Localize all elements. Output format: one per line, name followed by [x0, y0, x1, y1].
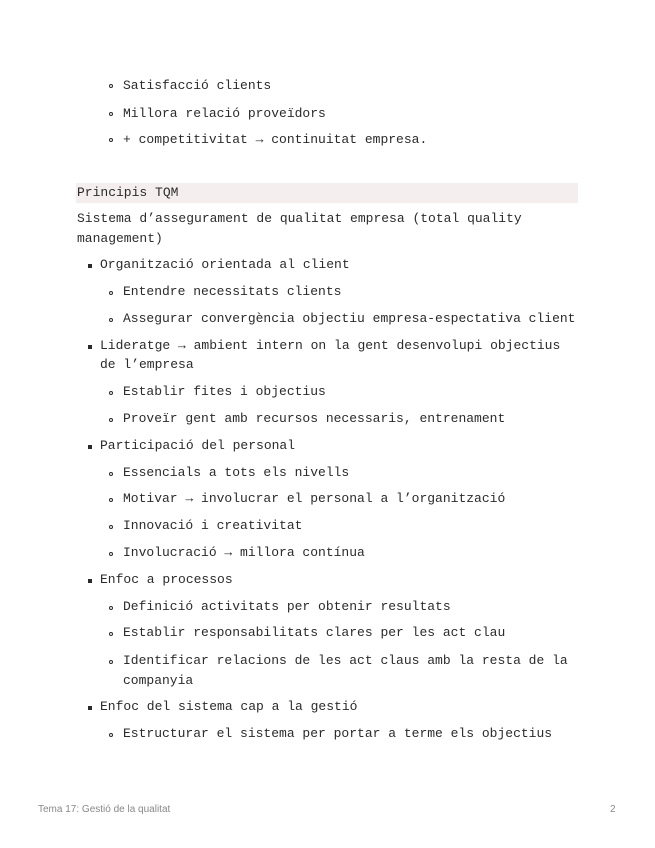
- list-bullet: [88, 706, 92, 710]
- list-bullet: [109, 391, 113, 395]
- list-item: Essencials a tots els nivells: [123, 465, 350, 480]
- list-bullet: [109, 472, 113, 476]
- principle-title: Organització orientada al client: [100, 257, 350, 272]
- list-bullet: [109, 84, 113, 88]
- list-item: Motivar → involucrar el personal a l’organització: [123, 491, 506, 506]
- section-intro: management): [77, 231, 163, 246]
- list-item: Identificar relacions de les act claus amb la resta de la: [123, 653, 568, 668]
- list-bullet: [88, 579, 92, 583]
- principle-title: Enfoc del sistema cap a la gestió: [100, 699, 358, 714]
- list-item: Involucració → millora contínua: [123, 545, 365, 560]
- list-bullet: [109, 606, 113, 610]
- list-bullet: [109, 318, 113, 322]
- principle-title: Participació del personal: [100, 438, 296, 453]
- list-bullet: [109, 418, 113, 422]
- section-heading: Principis TQM: [77, 185, 179, 200]
- principle-title: de l’empresa: [100, 357, 194, 372]
- list-item: Establir fites i objectius: [123, 384, 326, 399]
- list-bullet: [109, 552, 113, 556]
- section-intro: Sistema d’assegurament de qualitat empresa (total quality: [77, 211, 522, 226]
- principle-title: Enfoc a processos: [100, 572, 233, 587]
- list-bullet: [109, 660, 113, 664]
- list-item: Proveïr gent amb recursos necessaris, entrenament: [123, 411, 506, 426]
- list-bullet: [109, 138, 113, 142]
- list-bullet: [109, 498, 113, 502]
- list-item: Entendre necessitats clients: [123, 284, 342, 299]
- list-item: Estructurar el sistema per portar a terme els objectius: [123, 726, 553, 741]
- list-item: Millora relació proveïdors: [123, 106, 326, 121]
- principle-title: Lideratge → ambient intern on la gent desenvolupi objectius: [100, 338, 561, 353]
- list-bullet: [109, 112, 113, 116]
- list-item: Assegurar convergència objectiu empresa-espectativa client: [123, 311, 576, 326]
- list-item: Definició activitats per obtenir resultats: [123, 599, 451, 614]
- list-bullet: [109, 525, 113, 529]
- list-bullet: [109, 733, 113, 737]
- list-bullet: [88, 264, 92, 268]
- list-item: Satisfacció clients: [123, 78, 272, 93]
- list-bullet: [109, 632, 113, 636]
- page-number: 2: [610, 804, 616, 815]
- list-item: Innovació i creativitat: [123, 518, 303, 533]
- list-item: Establir responsabilitats clares per les act clau: [123, 625, 506, 640]
- list-item: companyia: [123, 673, 194, 688]
- footer-title: Tema 17: Gestió de la qualitat: [38, 804, 171, 815]
- list-bullet: [88, 445, 92, 449]
- list-item: + competitivitat → continuitat empresa.: [123, 132, 428, 147]
- list-bullet: [88, 345, 92, 349]
- list-bullet: [109, 291, 113, 295]
